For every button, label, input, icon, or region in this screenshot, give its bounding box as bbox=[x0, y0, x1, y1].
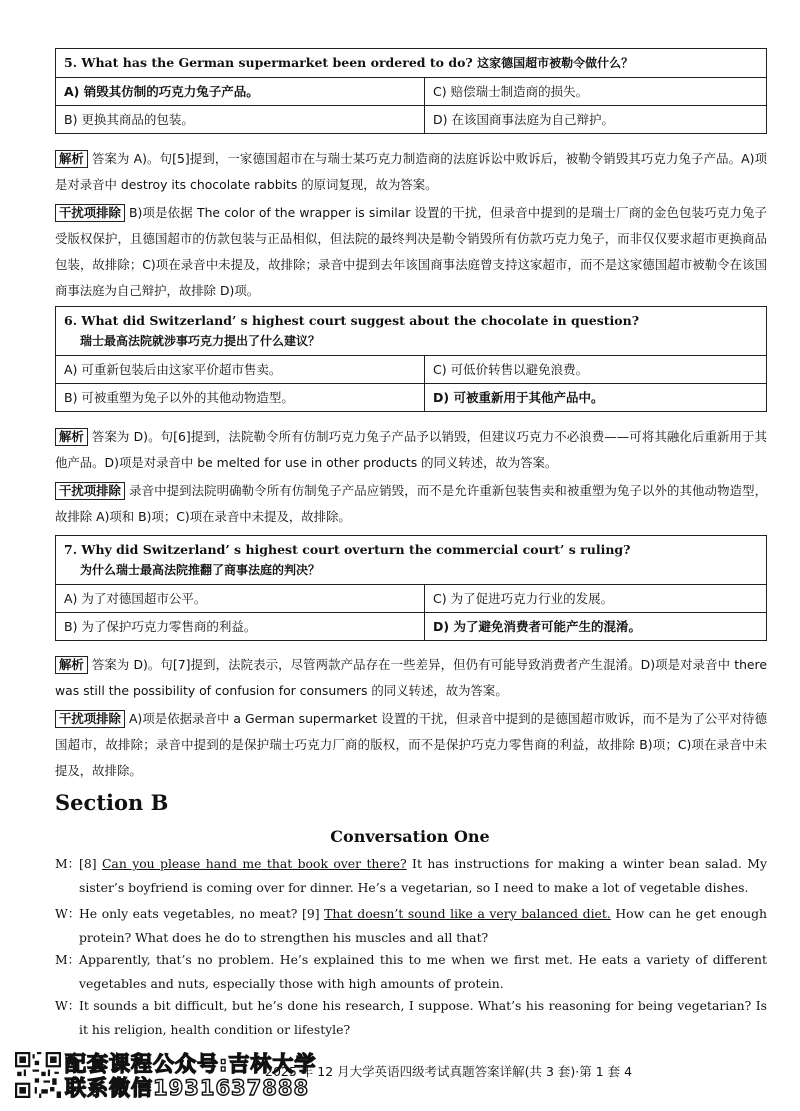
question-5-table bbox=[55, 48, 767, 134]
question-7-analysis bbox=[55, 652, 767, 704]
option-d: D) 在该国商事法庭为自己辩护。 bbox=[433, 112, 614, 127]
dialogue-line bbox=[55, 852, 767, 900]
option-a: A) 销毁其仿制的巧克力兔子产品。 bbox=[56, 78, 425, 105]
question-5-text-cn: 这家德国超市被勒令做什么？ bbox=[477, 56, 634, 70]
option-a: A) 可重新包装后由这家平价超市售卖。 bbox=[56, 356, 425, 383]
conversation-title: Conversation One bbox=[330, 827, 490, 846]
analysis-text: 答案为 A)。句[5]提到，一家德国超市在与瑞士某巧克力制造商的法庭诉讼中败诉后，被勒令销毁其巧克力兔子产品。A)项是对录音中 destroy its chocolate rabbits 的原词复现，故为答案。 bbox=[55, 151, 767, 192]
option-d: D) 可被重新用于其他产品中。 bbox=[433, 390, 604, 405]
question-6-text-cn: 瑞士最高法院就涉事巧克力提出了什么建议？ bbox=[80, 334, 321, 348]
line-text: [8] bbox=[79, 856, 102, 871]
speaker: M： bbox=[55, 952, 81, 967]
distractor-tag: 干扰项排除 bbox=[55, 482, 125, 500]
line-text: He only eats vegetables, no meat? [9] bbox=[79, 906, 325, 921]
speaker: W： bbox=[55, 906, 81, 921]
analysis-text: 答案为 D)。句[6]提到，法院勒令所有仿制巧克力兔子产品予以销毁，但建议巧克力不必浪费——可将其融化后重新用于其他产品。D)项是对录音中 be melted for use in other products 的同义转述，故为答案。 bbox=[55, 429, 767, 470]
analysis-tag: 解析 bbox=[55, 656, 88, 674]
footer-page-info: 2025 年 12 月大学英语四级考试真题答案详解(共 3 套)·第 1 套 4 bbox=[265, 1064, 633, 1079]
question-7-text-cn: 为什么瑞士最高法院推翻了商事法庭的判决？ bbox=[80, 563, 321, 577]
speaker: M： bbox=[55, 856, 81, 871]
watermark-line-1: 配套课程公众号:吉林大学 bbox=[65, 1052, 317, 1076]
distractor-tag: 干扰项排除 bbox=[55, 710, 125, 728]
option-c: C) 赔偿瑞士制造商的损失。 bbox=[433, 84, 589, 99]
question-5-text: 5. What has the German supermarket been ordered to do? bbox=[64, 55, 473, 70]
question-5-distractor bbox=[55, 200, 767, 304]
dialogue-line bbox=[55, 902, 767, 950]
dialogue-line bbox=[55, 948, 767, 996]
distractor-text: A)项是依据录音中 a German supermarket 设置的干扰，但录音中提到的是德国超市败诉，而不是为了公平对待德国超市，故排除；录音中提到的是保护瑞士巧克力厂商的版权，而不是保护巧克力零售商的利益，故排除 B)项；C)项在录音中未提及，故排除。 bbox=[55, 711, 767, 778]
question-7-distractor bbox=[55, 706, 767, 784]
speaker: W： bbox=[55, 998, 81, 1013]
question-5-analysis bbox=[55, 146, 767, 198]
line-text: How can he get enough protein? What does he do to strengthen his muscles and all that? bbox=[79, 906, 767, 945]
option-a: A) 为了对德国超市公平。 bbox=[56, 585, 425, 612]
question-6-analysis bbox=[55, 424, 767, 476]
question-7-table bbox=[55, 535, 767, 641]
qr-code-icon bbox=[15, 1052, 61, 1098]
option-b: B) 更换其商品的包装。 bbox=[56, 106, 425, 133]
analysis-tag: 解析 bbox=[55, 428, 88, 446]
analysis-text: 答案为 D)。句[7]提到，法院表示，尽管两款产品存在一些差异，但仍有可能导致消费者产生混淆。D)项是对录音中 there was still the possibility of confusion for consumers 的同义转述，故为答案。 bbox=[55, 657, 767, 698]
question-7-text: 7. Why did Switzerland’ s highest court overturn the commercial court’ s ruling? bbox=[64, 542, 631, 557]
underlined-key-sentence: Can you please hand me that book over there? bbox=[101, 856, 407, 871]
page-footer bbox=[55, 1052, 767, 1100]
question-6-distractor bbox=[55, 478, 767, 530]
question-6-row-1 bbox=[56, 356, 766, 384]
underlined-key-sentence: That doesn’t sound like a very balanced diet. bbox=[324, 906, 611, 921]
option-d: D) 为了避免消费者可能产生的混淆。 bbox=[433, 619, 641, 634]
question-7-row-1 bbox=[56, 585, 766, 613]
option-b: B) 为了保护巧克力零售商的利益。 bbox=[56, 613, 425, 640]
distractor-text: 录音中提到法院明确勒令所有仿制兔子产品应销毁，而不是允许重新包装售卖和被重塑为兔子以外的其他动物造型，故排除 A)项和 B)项；C)项在录音中未提及，故排除。 bbox=[55, 483, 767, 524]
section-title: Section B bbox=[55, 790, 169, 815]
question-5-row-2 bbox=[56, 106, 766, 133]
question-6-table bbox=[55, 306, 767, 412]
analysis-tag: 解析 bbox=[55, 150, 88, 168]
line-text: It sounds a bit difficult, but he’s done his research, I suppose. What’s his reasoning for being vegetarian? Is it his religion, health condition or lifestyle? bbox=[79, 998, 767, 1037]
option-b: B) 可被重塑为兔子以外的其他动物造型。 bbox=[56, 384, 425, 411]
line-text: Apparently, that’s no problem. He’s explained this to me when we first met. He eats a variety of different vegetables and nuts, especially those with high amounts of protein. bbox=[79, 952, 767, 991]
watermark-line-2: 联系微信1931637888 bbox=[65, 1076, 310, 1100]
line-text: It has instructions for making a winter bean salad. My sister’s boyfriend is coming over for dinner. He’s a vegetarian, so I need to make a lot of vegetable dishes. bbox=[79, 856, 767, 895]
question-5-header bbox=[56, 49, 766, 78]
option-c: C) 为了促进巧克力行业的发展。 bbox=[433, 591, 614, 606]
question-6-header bbox=[56, 307, 766, 356]
question-6-row-2 bbox=[56, 384, 766, 411]
question-6-text: 6. What did Switzerland’ s highest court suggest about the chocolate in question? bbox=[64, 313, 640, 328]
question-7-header bbox=[56, 536, 766, 585]
question-7-row-2 bbox=[56, 613, 766, 640]
option-c: C) 可低价转售以避免浪费。 bbox=[433, 362, 589, 377]
distractor-text: B)项是依据 The color of the wrapper is similar 设置的干扰，但录音中提到的是瑞士厂商的金色包装巧克力兔子受版权保护，且德国超市的仿款包装与正品相似，但法院的最终判决是勒令销毁所有仿款巧克力兔子，而非仅仅要求超市更换商品包装，故排除；C)项在录音中未提及，故排除；录音中提到去年该国商事法庭曾支持这家超市，而不是这家德国超市被勒令在该国商事法庭为自己辩护，故排除 D)项。 bbox=[55, 205, 767, 298]
distractor-tag: 干扰项排除 bbox=[55, 204, 125, 222]
dialogue-line bbox=[55, 994, 767, 1042]
question-5-row-1 bbox=[56, 78, 766, 106]
